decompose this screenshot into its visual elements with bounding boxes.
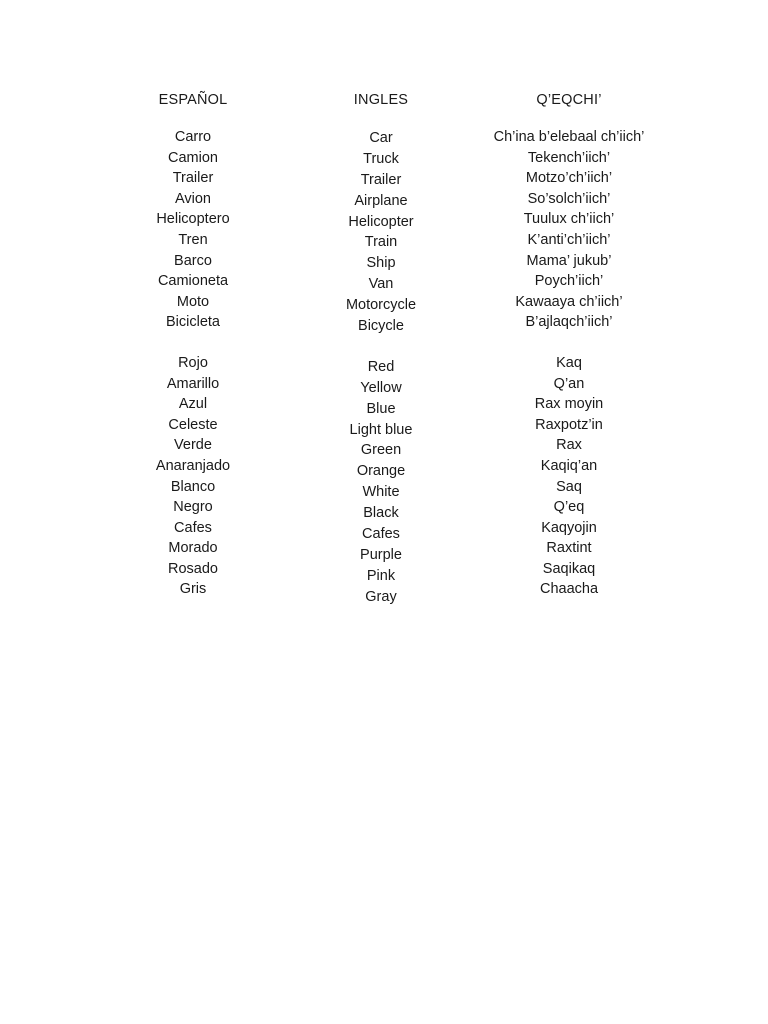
- vocab-word-qeqchi: B’ajlaqch’iich’: [525, 314, 613, 331]
- vocab-word-english: White: [362, 484, 400, 501]
- vocab-word-qeqchi: Rax moyin: [534, 396, 604, 413]
- vocab-word-english: Airplane: [354, 192, 408, 209]
- vocab-word-english: Train: [364, 234, 398, 251]
- vocab-word-spanish: Verde: [174, 437, 212, 454]
- qeqchi-header: Q’EQCHI’: [536, 92, 602, 108]
- vocab-word-qeqchi: Motzo’ch’iich’: [525, 170, 613, 187]
- vocab-word-spanish: Rojo: [178, 354, 208, 371]
- vocab-word-english: Red: [367, 358, 395, 375]
- vocab-word-english: Black: [363, 505, 399, 522]
- vocab-word-english: Ship: [366, 255, 396, 272]
- vocab-word-qeqchi: Saqikaq: [542, 560, 596, 577]
- vocab-word-spanish: Cafes: [174, 519, 212, 536]
- vocab-word-english: Motorcycle: [345, 297, 417, 314]
- vocab-word-english: Truck: [363, 150, 399, 167]
- vocab-word-english: Van: [368, 276, 394, 293]
- vocab-word-qeqchi: Kaqiq’an: [540, 457, 598, 474]
- vocab-word-english: Bicycle: [358, 318, 404, 335]
- vocab-word-spanish: Rosado: [168, 560, 218, 577]
- vocab-word-spanish: Negro: [173, 499, 213, 516]
- english-colors-list: [306, 357, 456, 608]
- vocab-word-qeqchi: Raxpotz’in: [535, 416, 603, 433]
- vocab-word-spanish: Tren: [178, 231, 208, 248]
- vocab-word-spanish: Trailer: [172, 170, 214, 187]
- vocab-word-spanish: Amarillo: [166, 375, 220, 392]
- english-header: INGLES: [353, 92, 409, 108]
- vocab-word-qeqchi: Kaqyojin: [541, 519, 597, 536]
- vocab-word-qeqchi: Poych’iich’: [534, 273, 604, 290]
- group-spacer: [306, 337, 456, 357]
- english-vehicles-list: [306, 128, 456, 337]
- vocab-word-qeqchi: Ch’ina b’elebaal ch’iich’: [493, 129, 645, 145]
- qeqchi-colors-list: [464, 353, 674, 600]
- group-spacer: [464, 333, 674, 353]
- english-column: [306, 90, 456, 608]
- spanish-vehicles-list: [118, 127, 268, 333]
- spanish-colors-list: [118, 353, 268, 600]
- vocab-word-qeqchi: Raxtint: [546, 540, 592, 557]
- vocab-word-qeqchi: Tekench’iich’: [527, 149, 611, 166]
- qeqchi-column: [464, 90, 674, 600]
- vocab-word-english: Gray: [365, 588, 397, 605]
- vocab-word-english: Car: [369, 130, 393, 146]
- qeqchi-vehicles-list: [464, 127, 674, 333]
- vocab-word-qeqchi: Chaacha: [539, 581, 599, 598]
- vocab-word-qeqchi: Tuulux ch’iich’: [523, 211, 615, 228]
- spanish-header: ESPAÑOL: [158, 92, 228, 108]
- vocab-word-qeqchi: Saq: [556, 478, 582, 495]
- vocab-word-english: Yellow: [360, 379, 402, 396]
- vocab-word-spanish: Bicicleta: [166, 314, 220, 331]
- vocab-word-spanish: Helicoptero: [156, 211, 230, 228]
- vocab-word-english: Blue: [366, 400, 396, 417]
- vocab-word-qeqchi: Rax: [556, 437, 582, 454]
- vocab-word-spanish: Gris: [179, 581, 207, 598]
- vocab-word-english: Purple: [360, 546, 402, 563]
- vocab-word-spanish: Celeste: [168, 416, 218, 433]
- vocab-word-spanish: Anaranjado: [155, 457, 231, 474]
- vocab-word-english: Green: [360, 442, 402, 459]
- vocab-word-qeqchi: Kawaaya ch’iich’: [515, 293, 623, 310]
- vocab-word-spanish: Barco: [174, 252, 212, 269]
- vocab-word-english: Light blue: [349, 421, 413, 438]
- vocab-word-english: Pink: [366, 567, 396, 584]
- vocab-word-spanish: Avion: [174, 190, 211, 207]
- vocab-word-english: Cafes: [362, 526, 400, 543]
- vocab-word-spanish: Morado: [168, 540, 218, 557]
- vocab-word-spanish: Azul: [178, 396, 208, 413]
- spanish-column: [118, 90, 268, 600]
- vocab-word-spanish: Camion: [168, 149, 218, 166]
- vocab-word-qeqchi: Kaq: [556, 354, 582, 371]
- group-spacer: [118, 333, 268, 353]
- vocab-word-english: Helicopter: [348, 213, 414, 230]
- vocab-word-spanish: Carro: [174, 129, 212, 145]
- vocab-word-qeqchi: So’solch’iich’: [527, 190, 611, 207]
- vocab-word-english: Trailer: [360, 171, 402, 188]
- vocab-word-english: Orange: [356, 463, 406, 480]
- vocab-word-qeqchi: Q’an: [553, 375, 585, 392]
- vocab-word-qeqchi: K’anti’ch’iich’: [527, 231, 611, 248]
- vocab-word-spanish: Moto: [176, 293, 210, 310]
- vocab-word-spanish: Camioneta: [157, 273, 229, 290]
- vocab-word-qeqchi: Mama’ jukub’: [526, 252, 612, 269]
- vocab-word-spanish: Blanco: [170, 478, 216, 495]
- vocab-word-qeqchi: Q’eq: [553, 499, 585, 516]
